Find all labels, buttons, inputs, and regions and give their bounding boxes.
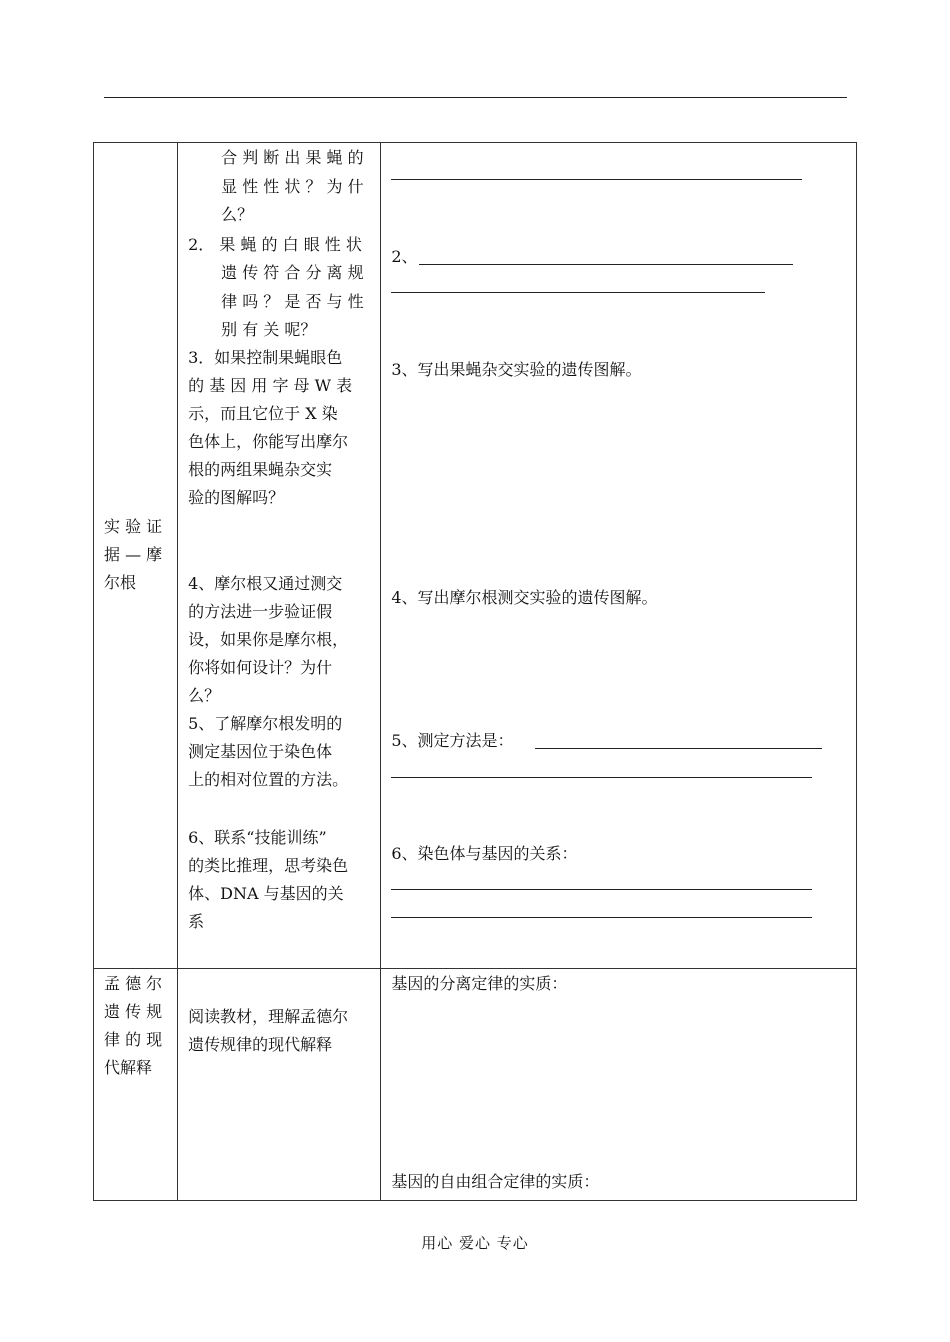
question-line: 6、联系“技能训练” bbox=[188, 828, 327, 847]
question-line: 系 bbox=[188, 912, 205, 931]
question-line: 合 判 断 出 果 蝇 的 bbox=[221, 148, 364, 167]
topic-line: 代解释 bbox=[104, 1058, 153, 1077]
question-line: 显 性 性 状 ？ 为 什 bbox=[221, 177, 364, 196]
question-line: 别 有 关 呢？ bbox=[221, 320, 317, 339]
question-line: 的类比推理，思考染色 bbox=[188, 856, 349, 875]
topic-line: 遗 传 规 bbox=[104, 1002, 163, 1021]
question-line: 么？ bbox=[221, 205, 254, 224]
answer-blank-line[interactable] bbox=[391, 889, 812, 890]
topic-cell bbox=[94, 143, 178, 969]
question-line: 示，而且它位于 X 染 bbox=[188, 404, 338, 423]
question-line: 2． 果 蝇 的 白 眼 性 状 bbox=[188, 235, 362, 254]
question-line: 验的图解吗？ bbox=[188, 488, 285, 507]
topic-line: 据 — 摩 bbox=[104, 545, 163, 564]
table-row bbox=[94, 143, 857, 969]
answer-blank-line[interactable] bbox=[391, 292, 765, 293]
worksheet-table bbox=[93, 142, 857, 1201]
answer-prompt: 6、染色体与基因的关系： bbox=[391, 844, 578, 863]
topic-line: 实 验 证 bbox=[104, 517, 163, 536]
header-rule bbox=[104, 97, 847, 98]
answer-blank-line[interactable] bbox=[391, 917, 812, 918]
question-line: 阅读教材，理解孟德尔 bbox=[188, 1007, 349, 1026]
question-line: 5、了解摩尔根发明的 bbox=[188, 714, 343, 733]
answer-label: 5、测定方法是： bbox=[391, 731, 514, 750]
question-cell bbox=[178, 969, 381, 1201]
question-line: 遗 传 符 合 分 离 规 bbox=[221, 263, 364, 282]
question-line: 遗传规律的现代解释 bbox=[188, 1035, 333, 1054]
answer-cell bbox=[381, 143, 857, 969]
question-line: 3．如果控制果蝇眼色 bbox=[188, 348, 343, 367]
table-row bbox=[94, 969, 857, 1201]
answer-prompt: 基因的自由组合定律的实质： bbox=[391, 1172, 600, 1191]
answer-prompt: 基因的分离定律的实质： bbox=[391, 974, 568, 993]
topic-cell bbox=[94, 969, 178, 1201]
answer-cell bbox=[381, 969, 857, 1201]
question-line: 你将如何设计？为什 bbox=[188, 658, 333, 677]
question-line: 设，如果你是摩尔根， bbox=[188, 630, 349, 649]
answer-blank-line[interactable] bbox=[419, 264, 793, 265]
question-line: 根的两组果蝇杂交实 bbox=[188, 460, 333, 479]
question-line: 么？ bbox=[188, 686, 221, 705]
answer-blank-line[interactable] bbox=[535, 748, 822, 749]
answer-prompt: 3、写出果蝇杂交实验的遗传图解。 bbox=[391, 360, 642, 379]
question-line: 律 吗 ？ 是 否 与 性 bbox=[221, 292, 364, 311]
question-line: 4、摩尔根又通过测交 bbox=[188, 574, 343, 593]
topic-line: 尔根 bbox=[104, 573, 137, 592]
answer-blank-line[interactable] bbox=[391, 179, 802, 180]
topic-line: 孟 德 尔 bbox=[104, 974, 163, 993]
answer-blank-line[interactable] bbox=[391, 777, 812, 778]
question-line: 体、DNA 与基因的关 bbox=[188, 884, 344, 903]
topic-line: 律 的 现 bbox=[104, 1030, 163, 1049]
question-line: 的 基 因 用 字 母 W 表 bbox=[188, 376, 353, 395]
question-cell bbox=[178, 143, 381, 969]
page-footer: 用心 爱心 专心 bbox=[421, 1234, 529, 1252]
answer-prompt: 4、写出摩尔根测交实验的遗传图解。 bbox=[391, 588, 658, 607]
question-line: 的方法进一步验证假 bbox=[188, 602, 333, 621]
question-line: 上的相对位置的方法。 bbox=[188, 770, 349, 789]
question-line: 色体上，你能写出摩尔 bbox=[188, 432, 349, 451]
answer-label: 2、 bbox=[391, 247, 418, 266]
question-line: 测定基因位于染色体 bbox=[188, 742, 333, 761]
